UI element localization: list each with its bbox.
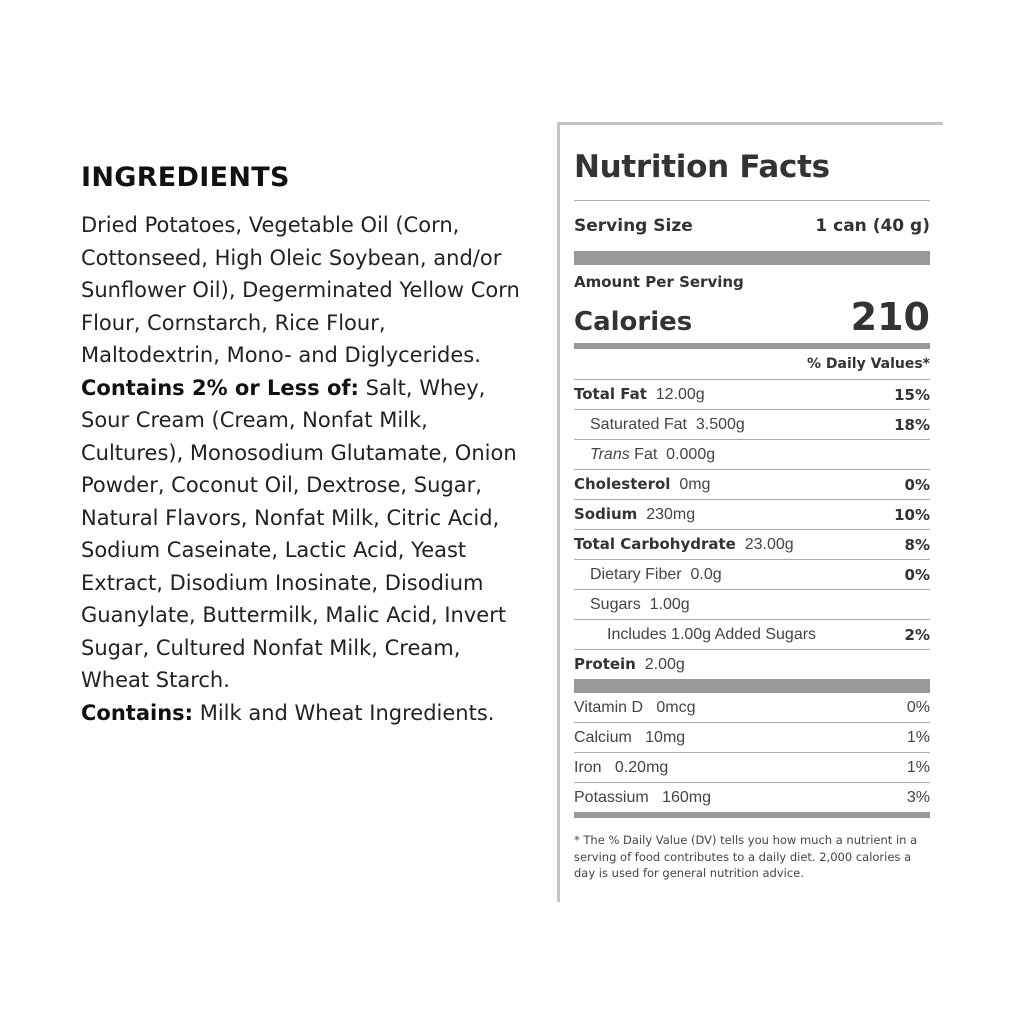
nutrient-label: Includes 1.00g Added Sugars — [607, 625, 817, 643]
thick-divider — [574, 679, 930, 693]
nutrient-label: Sodium — [574, 505, 638, 523]
contains-less-label: Contains 2% or Less of: — [81, 375, 359, 400]
nutrient-amount: 0mg — [679, 476, 711, 493]
nutrient-row-saturated-fat — [574, 409, 930, 439]
nutrient-dv: 15% — [894, 385, 930, 404]
nutrient-row-added-sugars — [574, 619, 930, 649]
vitamin-row-iron — [574, 753, 930, 783]
medium-divider — [574, 812, 930, 818]
nutrient-label: Protein — [574, 655, 636, 673]
vitamin-dv: 1% — [906, 758, 930, 776]
vitamin-dv: 1% — [906, 728, 930, 746]
vitamin-dv: 0% — [906, 698, 930, 716]
nutrient-label: Cholesterol — [574, 475, 671, 493]
allergen-label: Contains: — [81, 700, 194, 725]
nutrient-dv: 18% — [894, 415, 930, 434]
nutrient-amount: 3.500g — [695, 415, 745, 433]
calories-label: Calories — [574, 307, 693, 337]
nutrient-row-sugars — [574, 589, 930, 619]
contains-less-text: Salt, Whey, Sour Cream (Cream, Nonfat Milk, Cultures), Monosodium Glutamate, Onion Powder, Coconut Oil, Dextrose, Sugar, Natural Flavors, Nonfat Milk, Citric Acid, Sodium Caseinate, Lactic Acid, Yeast Extract, Disodium Inosinate, Disodium Guanylate, Buttermilk, Malic Acid, Invert Sugar, Cultured Nonfat Milk, Cream, Wheat Starch. — [81, 375, 517, 692]
vitamin-label: Vitamin D — [574, 698, 644, 716]
vitamin-row-potassium — [574, 783, 930, 812]
vitamin-amount: 10mg — [645, 728, 686, 746]
nutrition-facts-label — [574, 140, 930, 882]
ingredients-section — [81, 162, 529, 729]
nutrient-row-sodium — [574, 499, 930, 529]
nutrient-amount: 2.00g — [644, 656, 685, 673]
amount-per-serving: Amount Per Serving — [574, 273, 744, 291]
nutrient-row-dietary-fiber — [574, 559, 930, 589]
nutrient-row-total-fat — [574, 379, 930, 409]
serving-size-row — [574, 201, 930, 251]
nutrient-dv: 0% — [904, 565, 930, 584]
nutrient-amount: 230mg — [646, 506, 696, 523]
vitamin-label: Potassium — [574, 788, 649, 806]
nutrient-label: Total Carbohydrate — [574, 535, 736, 553]
vitamin-amount: 0.20mg — [614, 758, 669, 776]
vitamin-dv: 3% — [906, 788, 930, 806]
allergen-text: Milk and Wheat Ingredients. — [193, 700, 495, 725]
nutrient-amount: 0.0g — [690, 565, 722, 583]
vitamin-label: Iron — [574, 758, 602, 776]
nutrient-amount: 1.00g — [649, 595, 690, 613]
daily-value-footnote: * The % Daily Value (DV) tells you how much a nutrient in a serving of food contributes to a daily diet. 2,000 calories a day is used for general nutrition advice. — [574, 833, 918, 880]
nutrient-label-suffix: Fat — [629, 445, 658, 463]
vitamin-row-vitamin-d — [574, 693, 930, 723]
ingredients-title: INGREDIENTS — [81, 162, 290, 193]
thick-divider — [574, 251, 930, 265]
nutrient-amount: 0.000g — [666, 445, 716, 463]
nutrient-row-trans-fat — [574, 439, 930, 469]
vitamin-amount: 160mg — [662, 788, 711, 806]
nutrition-title: Nutrition Facts — [574, 149, 830, 185]
nutrient-label-trans: Trans — [590, 445, 630, 463]
vitamin-label: Calcium — [574, 728, 632, 746]
nutrient-dv: 2% — [904, 625, 930, 644]
nutrient-amount: 12.00g — [655, 386, 705, 403]
nutrient-dv: 0% — [904, 475, 930, 494]
nutrient-amount: 23.00g — [744, 536, 794, 553]
calories-row — [574, 291, 930, 337]
serving-size-label: Serving Size — [574, 216, 693, 236]
daily-values-header: % Daily Values* — [807, 356, 930, 372]
nutrient-row-protein — [574, 649, 930, 679]
ingredients-main: Dried Potatoes, Vegetable Oil (Corn, Cottonseed, High Oleic Soybean, and/or Sunflower Oil), Degerminated Yellow Corn Flour, Cornstarch, Rice Flour, Maltodextrin, Mono- and Diglycerides. — [81, 213, 520, 367]
nutrient-row-total-carbohydrate — [574, 529, 930, 559]
vitamin-amount: 0mcg — [656, 698, 696, 716]
calories-value: 210 — [850, 295, 930, 339]
nutrient-dv: 10% — [894, 505, 930, 524]
nutrient-label: Sugars — [590, 595, 641, 613]
nutrient-label: Saturated Fat — [590, 415, 687, 433]
ingredients-text — [81, 209, 529, 729]
nutrient-label: Dietary Fiber — [590, 565, 682, 583]
serving-size-value: 1 can (40 g) — [815, 216, 930, 236]
nutrient-dv: 8% — [904, 535, 930, 554]
nutrient-row-cholesterol — [574, 469, 930, 499]
vitamin-row-calcium — [574, 723, 930, 753]
nutrient-label: Total Fat — [574, 385, 647, 403]
